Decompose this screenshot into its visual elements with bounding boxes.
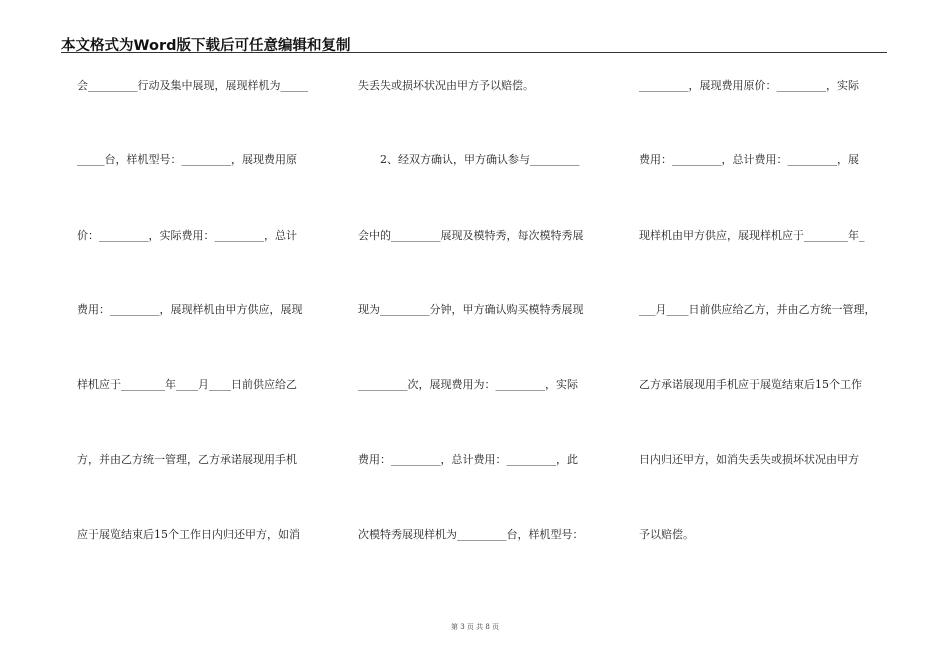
text-line: 应于展览结束后15个工作日内归还甲方，如消	[77, 528, 300, 541]
text-line: 费用：_________，总计费用：_________，此	[358, 453, 578, 466]
text-line: 失丢失或损坏状况由甲方予以赔偿。	[358, 79, 534, 92]
text-line: 费用：_________，总计费用：_________，展	[639, 153, 859, 166]
text-line: 方，并由乙方统一管理，乙方承诺展现用手机	[77, 453, 297, 466]
text-line: 会_________行动及集中展现，展现样机为_____	[77, 79, 308, 92]
text-line: 予以赔偿。	[639, 528, 694, 541]
text-line: 费用：_________，展现样机由甲方供应，展现	[77, 303, 303, 316]
text-line: 现样机由甲方供应，展现样机应于________年_	[639, 229, 865, 242]
text-line: 会中的_________展现及模特秀，每次模特秀展	[358, 229, 584, 242]
document-header-title: 本文格式为Word版下载后可任意编辑和复制	[61, 38, 351, 54]
page-number-footer: 第 3 页 共 8 页	[450, 623, 500, 631]
header-divider	[61, 52, 887, 53]
text-line: 次模特秀展现样机为_________台，样机型号：	[358, 528, 584, 541]
text-line: ___月____日前供应给乙方，并由乙方统一管理，	[639, 303, 876, 316]
text-line: 2、经双方确认，甲方确认参与_________	[380, 153, 580, 166]
text-line: 样机应于________年____月____日前供应给乙	[77, 378, 297, 391]
text-line: _____台，样机型号：_________，展现费用原	[77, 153, 297, 166]
text-line: _________次，展现费用为：_________，实际	[358, 378, 578, 391]
text-line: _________，展现费用原价：_________，实际	[639, 79, 859, 92]
text-line: 现为_________分钟，甲方确认购买模特秀展现	[358, 303, 584, 316]
text-line: 价：_________，实际费用：_________，总计	[77, 229, 297, 242]
text-line: 乙方承诺展现用手机应于展览结束后15个工作	[639, 378, 862, 391]
text-line: 日内归还甲方，如消失丢失或损坏状况由甲方	[639, 453, 859, 466]
